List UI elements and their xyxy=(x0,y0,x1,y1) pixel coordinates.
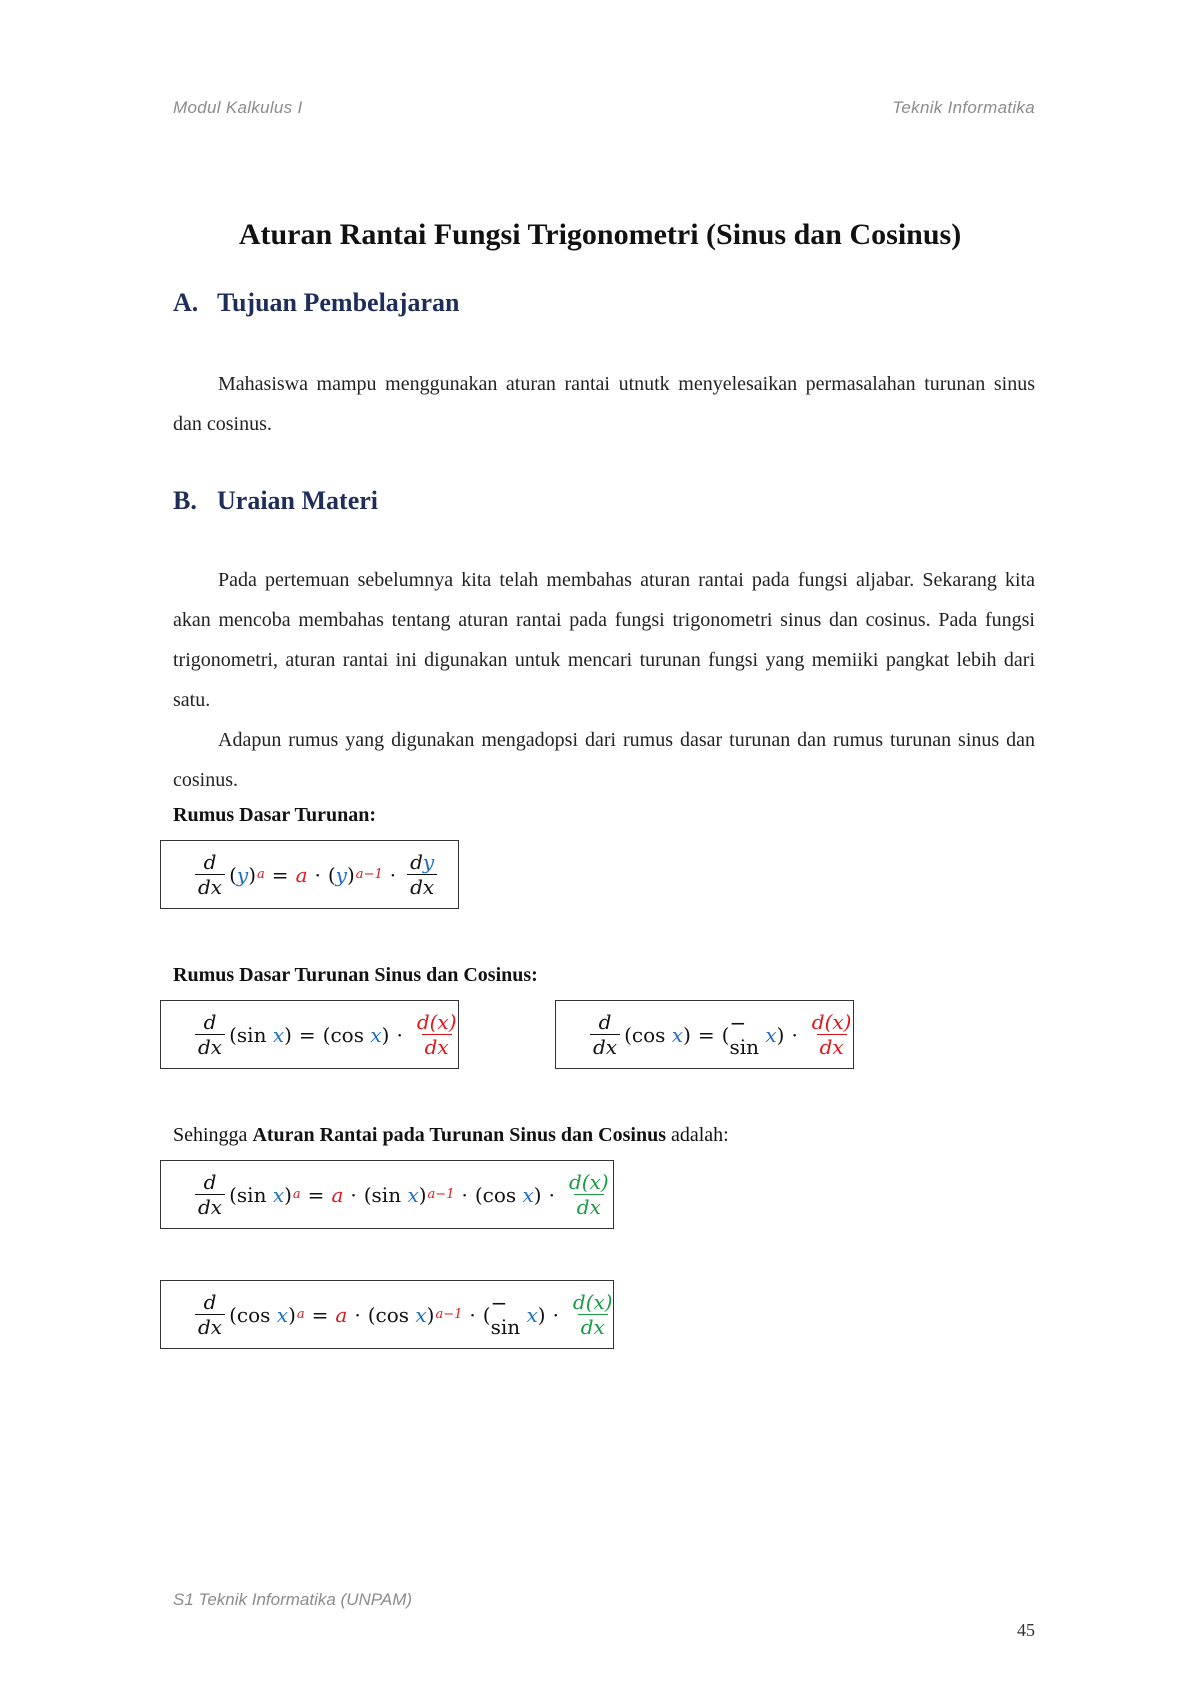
material-paragraph-2: Adapun rumus yang digunakan mengadopsi dari rumus dasar turunan dan rumus turunan sinus dan cosinus. xyxy=(173,729,1035,791)
frac-d-dx: $\frac{d}{dx}$ xyxy=(195,851,225,898)
frac-dy-dx: $\frac{dy}{dx}$ xyxy=(407,851,437,898)
formula-derivative-sin: $\frac{d}{dx}$ ( sin x ) = ( cos x ) · $\frac{d(x)}{dx}$ xyxy=(160,1000,459,1069)
formula-power-rule: $\frac{d}{dx}$ ( y ) a = a · ( y ) a−1 · $\frac{dy}{dx}$ xyxy=(160,840,459,909)
material-paragraph-1: Pada pertemuan sebelumnya kita telah membahas aturan rantai pada fungsi aljabar. Sekarang kita akan mencoba membahas tentang aturan rantai pada fungsi trigonometri sinus dan cosinus. Pada fungsi trigonometri, aturan rantai ini digunakan untuk mencari turunan fungsi yang memiiki pangkat lebih dari satu. xyxy=(173,569,1035,711)
section-a-letter: A. xyxy=(173,288,199,317)
objective-paragraph: Mahasiswa mampu menggunakan aturan rantai utnutk menyelesaikan permasalahan turunan sinus dan cosinus. xyxy=(173,373,1035,435)
formula-chain-rule-sin: $\frac{d}{dx}$ ( sin x ) a = a · ( sin x ) a−1 · ( cos x ) · $\frac{d(x)}{dx}$ xyxy=(160,1160,614,1229)
section-b-title: Uraian Materi xyxy=(217,486,379,515)
page-title: Aturan Rantai Fungsi Trigonometri (Sinus dan Cosinus) xyxy=(238,218,962,251)
formula-chain-rule-cos: $\frac{d}{dx}$ ( cos x ) a = a · ( cos x ) a−1 · ( − sin x ) · $\frac{d(x)}{dx}$ xyxy=(160,1280,614,1349)
formula-derivative-cos: $\frac{d}{dx}$ ( cos x ) = ( − sin x ) · $\frac{d(x)}{dx}$ xyxy=(555,1000,854,1069)
header-module-title: Modul Kalkulus I xyxy=(173,98,303,117)
footer-institution: S1 Teknik Informatika (UNPAM) xyxy=(173,1590,413,1609)
label-rumus-dasar: Rumus Dasar Turunan: xyxy=(173,804,377,826)
label-rumus-sincos: Rumus Dasar Turunan Sinus dan Cosinus: xyxy=(173,964,538,986)
section-b-heading xyxy=(173,486,378,516)
page-number: 45 xyxy=(1017,1620,1035,1640)
section-b-text xyxy=(173,560,1035,800)
section-a-heading xyxy=(173,288,459,318)
header-department: Teknik Informatika xyxy=(892,98,1035,117)
label-sehingga: Sehingga Aturan Rantai pada Turunan Sinus dan Cosinus adalah: xyxy=(173,1124,729,1146)
section-a-title: Tujuan Pembelajaran xyxy=(217,288,460,317)
section-a-text xyxy=(173,364,1035,444)
section-b-letter: B. xyxy=(173,486,197,515)
